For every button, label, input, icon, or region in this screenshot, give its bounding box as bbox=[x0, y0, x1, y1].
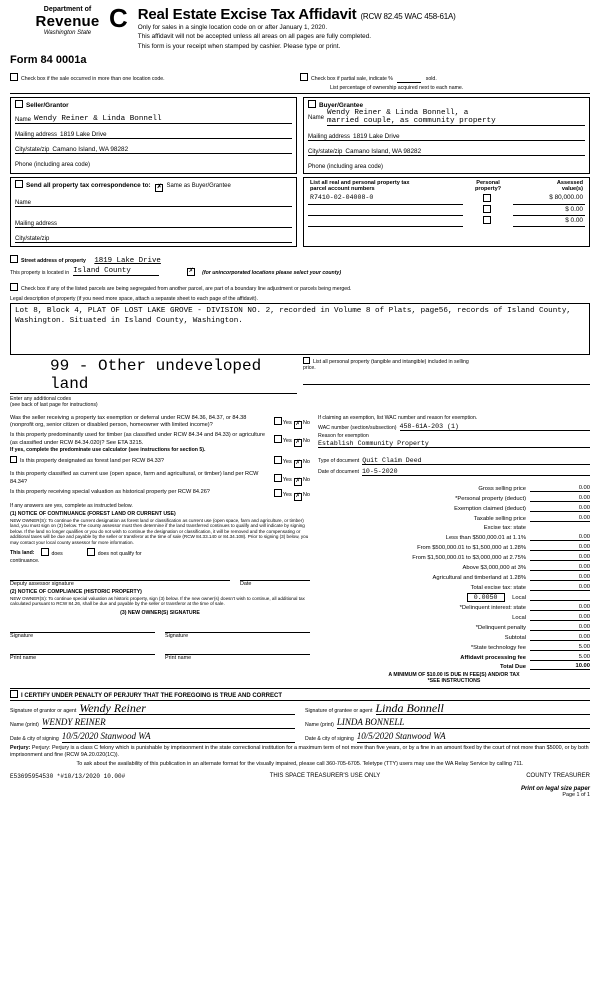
parcel-col-header-2a: Personal bbox=[476, 180, 500, 187]
buyer-name-value-line1[interactable]: Wendy Reiner & Linda Bonnell, a bbox=[327, 109, 469, 118]
land-does-not-label: does not qualify for bbox=[97, 551, 142, 558]
buyer-city-value[interactable]: Camano Island, WA 98282 bbox=[345, 148, 422, 156]
parties-section bbox=[10, 97, 590, 174]
buyer-block bbox=[303, 97, 590, 174]
grantor-sig-label: Signature of grantor or agent bbox=[10, 708, 77, 715]
personal-property-checkbox-0[interactable] bbox=[483, 194, 491, 202]
notice2-body: NEW OWNER(S): To continue special valuation as historic property, sign (3) below. If the new owner(s) doesn't wish to continue, all additional tax calculated pursuant to RCW 84.26, shall be due and payable by the seller or transferor at the time of sale. bbox=[10, 595, 305, 607]
seller-phone-label: Phone (including area code) bbox=[15, 162, 91, 169]
parcel-col-header-2b: property? bbox=[474, 186, 502, 193]
use-code-block bbox=[10, 357, 297, 409]
seller-block bbox=[10, 97, 297, 174]
personal-property-checkbox-2[interactable] bbox=[483, 216, 491, 224]
question-historical-yes[interactable] bbox=[274, 489, 282, 497]
deputy-assessor-label: Deputy assessor signature bbox=[10, 581, 74, 588]
forest-flag-checkbox[interactable] bbox=[10, 456, 17, 463]
grantor-name-value[interactable]: WENDY REINER bbox=[42, 718, 295, 729]
calc-value-2: 0.00 bbox=[530, 505, 590, 512]
segregation-checkbox[interactable] bbox=[10, 283, 18, 291]
tax-calculation-table bbox=[318, 485, 590, 685]
calc-value-5: 0.00 bbox=[530, 534, 590, 541]
processing-fee-value: 5.00 bbox=[530, 654, 590, 661]
calc-label-2: Exemption claimed (deduct) bbox=[454, 505, 526, 512]
parcel-table-block bbox=[303, 177, 590, 247]
partial-sale-label: Check box if partial sale, indicate % bbox=[311, 75, 393, 82]
parcel-col-header-3a: Assessed bbox=[556, 180, 583, 187]
calc-label-0: Gross selling price bbox=[478, 485, 526, 492]
delinquent-penalty-value: 0.00 bbox=[530, 624, 590, 631]
buyer-phone-label: Phone (including area code) bbox=[308, 164, 384, 171]
certify-text: I CERTIFY UNDER PENALTY OF PERJURY THAT THE FOREGOING IS TRUE AND CORRECT bbox=[21, 692, 283, 699]
property-county-row bbox=[10, 267, 590, 276]
form-number: Form 84 0001a bbox=[10, 53, 87, 66]
continuance-row bbox=[10, 548, 310, 558]
delinquent-local-label: Local bbox=[512, 614, 526, 621]
dept-line3: Washington State bbox=[43, 30, 92, 37]
legal-description-text: Lot 8, Block 4, PLAT OF LOST LAKE GROVE - DIVISION NO. 2, recorded in Volume 8 of Plats, page56, records of Island County, Washington. Situated in Island County, Washington. bbox=[15, 306, 571, 326]
new-owner-sig-label-2: Signature bbox=[165, 633, 189, 640]
signature-section bbox=[10, 702, 590, 743]
tech-fee-label: *State technology fee bbox=[470, 644, 526, 651]
calc-value-3: 0.00 bbox=[530, 515, 590, 522]
calc-label-10: Total excise tax: state bbox=[470, 584, 526, 591]
parcel-number-2[interactable] bbox=[310, 217, 314, 224]
question-forest-no[interactable] bbox=[294, 460, 302, 468]
table-row bbox=[308, 204, 585, 215]
question-forest-yes[interactable] bbox=[274, 456, 282, 464]
buyer-mailing-label: Mailing address bbox=[308, 134, 351, 141]
partial-sale-suffix: sold. bbox=[425, 75, 437, 82]
use-code-value[interactable]: 99 - Other undeveloped land bbox=[10, 357, 297, 394]
legal-description-box[interactable] bbox=[10, 303, 590, 355]
use-code-label-1: Enter any additional codes bbox=[10, 395, 72, 402]
grantor-signature-block bbox=[10, 702, 295, 743]
multi-location-label: Check box if the sale occurred in more than one location code. bbox=[21, 75, 165, 82]
perjury-text: Perjury: Perjury is a class C felony which is punishable by imprisonment in the state correctional institution for a maximum term of not more than five years, or by a fine in an amount fixed by the court of not more than $5000, or by both imprisonment and fine (RCW 9A.20.020(1C)). bbox=[10, 744, 589, 758]
minimum-note: A MINIMUM OF $10.00 IS DUE IN FEE(S) AND/OR TAX bbox=[388, 671, 520, 678]
page-number: Page 1 of 1 bbox=[562, 791, 590, 798]
county-treasurer-label: COUNTY TREASURER bbox=[526, 773, 590, 780]
page-title: Real Estate Excise Tax Affidavit bbox=[137, 6, 357, 23]
header-sub2: This affidavit will not be accepted unless all areas on all pages are fully completed. bbox=[137, 33, 372, 41]
calc-value-9: 0.00 bbox=[530, 574, 590, 581]
subtotal-value: 0.00 bbox=[530, 634, 590, 641]
same-as-buyer-checkbox[interactable] bbox=[155, 184, 163, 192]
land-does-label: does bbox=[51, 551, 63, 558]
see-instructions-note: *SEE INSTRUCTIONS bbox=[427, 678, 481, 685]
buyer-name-label: Name bbox=[308, 115, 325, 122]
exemption-calc-column bbox=[318, 412, 590, 685]
processing-fee-label: Affidavit processing fee bbox=[460, 654, 526, 661]
delinquent-penalty-label: *Delinquent penalty bbox=[475, 624, 526, 631]
personal-property-block bbox=[303, 357, 590, 409]
street-address-label: Street address of property bbox=[21, 258, 86, 265]
correspondence-name-label: Name bbox=[15, 200, 32, 207]
calc-value-8: 0.00 bbox=[530, 564, 590, 571]
use-code-label-2: (see back of last page for instructions) bbox=[10, 402, 98, 409]
land-does-checkbox[interactable] bbox=[41, 548, 49, 556]
street-address-value[interactable]: 1819 Lake Drive bbox=[94, 257, 161, 266]
doc-date-value[interactable]: 10-5-2020 bbox=[362, 468, 590, 476]
new-owner-print-label-1: Print name bbox=[10, 655, 37, 662]
document-header bbox=[10, 3, 590, 51]
buyer-flag-checkbox[interactable] bbox=[308, 100, 316, 108]
parcel-number-0[interactable]: R7410-02-04008-0 bbox=[310, 194, 374, 202]
legal-paper-note: Print on legal size paper bbox=[520, 785, 590, 792]
parcel-table bbox=[308, 180, 585, 227]
question-senior-yes[interactable] bbox=[274, 417, 282, 425]
seller-city-label: City/state/zip bbox=[15, 147, 50, 154]
calc-label-7: From $1,500,000.01 to $3,000,000 at 2.75% bbox=[412, 554, 526, 561]
question-senior-text: Was the seller receiving a property tax exemption or deferral under RCW 84.36, 84.37, or 84.38 (nonprofit org, senior citizen or disabled person, homeowner with limited income)? bbox=[10, 414, 247, 429]
correspondence-parcels-section bbox=[10, 177, 590, 247]
buyer-city-label: City/state/zip bbox=[308, 149, 343, 156]
parcel-col-header-1b: parcel account numbers bbox=[310, 186, 375, 193]
partial-sale-note: List percentage of ownership acquired next to each name. bbox=[330, 84, 464, 91]
grantee-name-value[interactable]: LINDA BONNELL bbox=[337, 718, 590, 729]
partial-sale-checkbox[interactable] bbox=[300, 73, 308, 81]
perjury-note: Perjury: Perjury: Perjury is a class C felony which is punishable by imprisonment in the state correctional institution for a maximum term of not more than five years, or by a fine in an amount fixed by the court of not more than $5000, or by both imprisonment and fine (RCW 9A.20.020(1C)). bbox=[10, 744, 589, 758]
unincorporated-checkbox[interactable] bbox=[187, 268, 195, 276]
question-timber: Is this property predominantly used for timber (as classified under RCW 84.34 and 84.33) or agriculture (as classified under RCW 84.34.020)? See ETA 3215. Yes ✗ No bbox=[10, 432, 310, 447]
personal-property-label-1: List all personal property (tangible and intangible) included in selling bbox=[313, 358, 469, 365]
seller-mailing-label: Mailing address bbox=[15, 132, 58, 139]
grantee-name-label: Name (print) bbox=[305, 722, 334, 729]
new-owner-print-label-2: Print name bbox=[165, 655, 192, 662]
grantee-date-label: Date & city of signing bbox=[305, 736, 354, 743]
calc-value-0: 0.00 bbox=[530, 485, 590, 492]
assessed-value-0: $ 80,000.00 bbox=[549, 194, 583, 202]
question-historical-text: Is this property receiving special valuation as historical property per RCW 84.26? bbox=[10, 488, 210, 495]
located-label: This property is located in bbox=[10, 269, 70, 276]
parcel-col-header-3b: value(s) bbox=[561, 186, 583, 193]
seller-name-label: Name bbox=[15, 117, 32, 124]
grantor-date-label: Date & city of signing bbox=[10, 736, 59, 743]
certify-flag-checkbox[interactable] bbox=[10, 690, 18, 698]
question-timber-yes[interactable] bbox=[274, 435, 282, 443]
calc-label-6: From $500,000.01 to $1,500,000 at 1.28% bbox=[417, 544, 526, 551]
seller-mailing-value[interactable]: 1819 Lake Drive bbox=[60, 131, 107, 139]
question-senior: Was the seller receiving a property tax exemption or deferral under RCW 84.36, 84.37, or 84.38 (nonprofit org, senior citizen or disabled person, homeowner with limited income)? Yes ✗ No bbox=[10, 415, 310, 430]
thisland-label: This land: bbox=[10, 549, 35, 556]
deputy-date-label: Date bbox=[240, 581, 252, 588]
treasurer-row bbox=[10, 773, 590, 780]
grantee-signature-value[interactable]: Linda Bonnell bbox=[376, 702, 591, 715]
property-address-row bbox=[10, 249, 590, 267]
question-openspace-yes[interactable] bbox=[274, 474, 282, 482]
doc-type-label: Type of document bbox=[318, 458, 360, 465]
seller-name-value[interactable]: Wendy Reiner & Linda Bonnell bbox=[34, 115, 162, 124]
seller-heading: Seller/Grantor bbox=[26, 102, 69, 110]
local-rate-value[interactable]: 0.0050 bbox=[467, 593, 505, 602]
buyer-heading: Buyer/Grantee bbox=[319, 102, 364, 110]
seller-city-value[interactable]: Camano Island, WA 98282 bbox=[52, 146, 129, 154]
segregation-row bbox=[10, 277, 590, 295]
notice1-heading: (1) NOTICE OF CONTINUANCE (FOREST LAND OR CURRENT USE) bbox=[10, 511, 176, 518]
exemption-reason-label: Reason for exemption bbox=[318, 433, 369, 440]
question-forest-text: Is this property designated as forest land per RCW 84.33? bbox=[20, 458, 164, 465]
new-owner-sig-label-1: Signature bbox=[10, 633, 34, 640]
question-openspace: Is this property classified as current use (open space, farm and agricultural, or timber) land per RCW 84.34? Yes ✗ No bbox=[10, 471, 310, 486]
question-historical-no[interactable] bbox=[294, 493, 302, 501]
calc-value-7: 0.00 bbox=[530, 554, 590, 561]
delinquent-interest-value: 0.00 bbox=[530, 604, 590, 611]
agency-logo bbox=[10, 6, 125, 37]
header-sub3: This form is your receipt when stamped by cashier. Please type or print. bbox=[137, 42, 341, 50]
question-timber-no[interactable] bbox=[294, 439, 302, 447]
parcel-number-1[interactable] bbox=[310, 206, 314, 213]
header-sub1: Only for sales in a single location code on or after January 1, 2020. bbox=[137, 24, 328, 31]
total-due-label: Total Due bbox=[500, 663, 526, 670]
calc-label-9: Agricultural and timberland at 1.28% bbox=[432, 574, 526, 581]
notice3-heading: (3) NEW OWNER(S) SIGNATURE bbox=[120, 609, 200, 616]
notice2-heading: (2) NOTICE OF COMPLIANCE (HISTORIC PROPERTY) bbox=[10, 589, 142, 596]
correspondence-mailing-label: Mailing address bbox=[15, 221, 58, 228]
subtotal-label: Subtotal bbox=[504, 634, 526, 641]
certify-bar bbox=[10, 688, 590, 701]
calc-label-8: Above $3,000,000 at 3% bbox=[462, 564, 526, 571]
multi-location-checkbox[interactable] bbox=[10, 73, 18, 81]
assessed-value-1: $ 0.00 bbox=[565, 205, 583, 213]
question-openspace-no[interactable] bbox=[294, 478, 302, 486]
question-openspace-text: Is this property classified as current use (open space, farm and agricultural, or timber) land per RCW 84.34? bbox=[10, 471, 259, 485]
personal-property-flag-checkbox[interactable] bbox=[303, 357, 310, 364]
question-forest: Is this property designated as forest land per RCW 84.33? Yes ✗ No bbox=[10, 456, 310, 468]
correspondence-city-label: City/state/zip bbox=[15, 236, 50, 243]
title-rcw: (RCW 82.45 WAC 458-61A) bbox=[360, 12, 456, 21]
total-due-value: 10.00 bbox=[530, 663, 590, 670]
personal-property-label-2: price. bbox=[303, 365, 316, 372]
grantee-date-value[interactable]: 10/5/2020 Stanwood WA bbox=[357, 732, 590, 743]
personal-property-checkbox-1[interactable] bbox=[483, 205, 491, 213]
calc-label-3: Taxable selling price bbox=[473, 515, 526, 522]
local-rate-amount bbox=[530, 594, 590, 601]
question-senior-no[interactable] bbox=[294, 421, 302, 429]
grantee-signature-block bbox=[305, 702, 590, 743]
exemption-reason-value[interactable]: Establish Community Property bbox=[318, 440, 590, 448]
table-row bbox=[308, 193, 585, 204]
doc-type-value[interactable]: Quit Claim Deed bbox=[362, 457, 590, 465]
exemption-heading: If claiming an exemption, list WAC number and reason for exemption. bbox=[318, 414, 478, 421]
tax-correspondence-block bbox=[10, 177, 297, 247]
calc-label-1: *Personal property (deduct) bbox=[455, 495, 526, 502]
grantee-sig-label: Signature of grantee or agent bbox=[305, 708, 373, 715]
personal-property-value[interactable] bbox=[303, 372, 590, 385]
ada-note: To ask about the availability of this publication in an alternate format for the visually impaired, please call 360-705-6705. Teletype (TTY) users may use the WA Relay Service by calling 711. bbox=[76, 760, 524, 767]
dept-line1: Department of bbox=[43, 6, 92, 13]
treasurer-space-label: THIS SPACE TREASURER'S USE ONLY bbox=[269, 773, 381, 780]
ifyes-note: If yes, complete the predominate use calculator (see instructions for section 5). bbox=[10, 446, 206, 453]
parcel-col-header-1a: List all real and personal property tax bbox=[310, 180, 410, 187]
delinquent-local-value: 0.00 bbox=[530, 614, 590, 621]
same-as-buyer-label: Same as Buyer/Grantee bbox=[166, 183, 231, 190]
wac-number-value[interactable]: 458-61A-203 (1) bbox=[400, 423, 590, 431]
table-row bbox=[308, 215, 585, 226]
land-does-not-checkbox[interactable] bbox=[87, 548, 95, 556]
buyer-mailing-value[interactable]: 1819 Lake Drive bbox=[353, 133, 400, 141]
dept-line2: Revenue bbox=[35, 12, 100, 30]
grantor-signature-value[interactable]: Wendy Reiner bbox=[79, 702, 295, 715]
ifanyyes-note: If any answers are yes, complete as instructed below. bbox=[10, 502, 133, 509]
buyer-name-value-line2[interactable]: married couple, as community property bbox=[327, 117, 585, 126]
local-rate-label: Local bbox=[512, 594, 526, 601]
unincorporated-note: (for unincorporated locations please select your county) bbox=[202, 269, 342, 276]
calc-value-10: 0.00 bbox=[530, 584, 590, 591]
legal-description-label: Legal description of property (if you need more space, attach a separate sheet to each page of the affidavit). bbox=[10, 296, 258, 303]
delinquent-interest-label: *Delinquent interest: state bbox=[459, 604, 526, 611]
calc-value-1: 0.00 bbox=[530, 495, 590, 502]
segregation-note: Check box if any of the listed parcels are being segregated from another parcel, are part of a boundary line adjustment or parcels being merged. bbox=[21, 286, 352, 293]
grantor-name-label: Name (print) bbox=[10, 722, 39, 729]
doc-date-label: Date of document bbox=[318, 469, 359, 476]
treasurer-barcode: E53695954530 *#10/13/2020 10.00# bbox=[10, 772, 126, 780]
calc-label-4: Excise tax: state bbox=[483, 524, 526, 531]
assessed-value-2: $ 0.00 bbox=[565, 216, 583, 224]
calc-label-5: Less than $500,000.01 at 1.1% bbox=[445, 534, 526, 541]
wac-number-label: WAC number (section/subsection) bbox=[318, 424, 397, 431]
question-timber-text: Is this property predominantly used for timber (as classified under RCW 84.34 and 84.33) or agriculture (as classified under RCW 84.34.020)? See ETA 3215. bbox=[10, 432, 265, 446]
grantor-date-value[interactable]: 10/5/2020 Stanwood WA bbox=[62, 732, 295, 743]
revenue-swoosh-icon: C bbox=[109, 3, 128, 33]
seller-flag-checkbox[interactable] bbox=[15, 100, 23, 108]
located-value[interactable]: Island County bbox=[73, 267, 159, 276]
correspondence-flag-checkbox[interactable] bbox=[15, 180, 23, 188]
calc-value-6: 0.00 bbox=[530, 544, 590, 551]
question-historical: Is this property receiving special valuation as historical property per RCW 84.26? Yes ✗ No bbox=[10, 489, 310, 501]
continuance-label: continuance. bbox=[10, 557, 40, 564]
street-flag-checkbox[interactable] bbox=[10, 255, 18, 263]
tech-fee-value: 5.00 bbox=[530, 644, 590, 651]
notice1-body: NEW OWNER(S): To continue the current designation as forest land or classification as current use (open space, farm and agriculture, or timber) land, you must sign on (3) below. The county assessor must then determine if the land transferred continues to qualify and will indicate by signing below. If the land no longer qualifies or you do not wish to continue the designation or classification, it will be removed and the compensating or additional taxes will be due and payable by the seller or transferor at the time of sale (RCW 84.33.140 or 84.34.108). Prior to signing (3) below, you may contact your local county assessor for more information. bbox=[10, 517, 309, 545]
questions-column bbox=[10, 412, 310, 685]
correspondence-heading: Send all property tax correspondence to: bbox=[26, 182, 151, 190]
